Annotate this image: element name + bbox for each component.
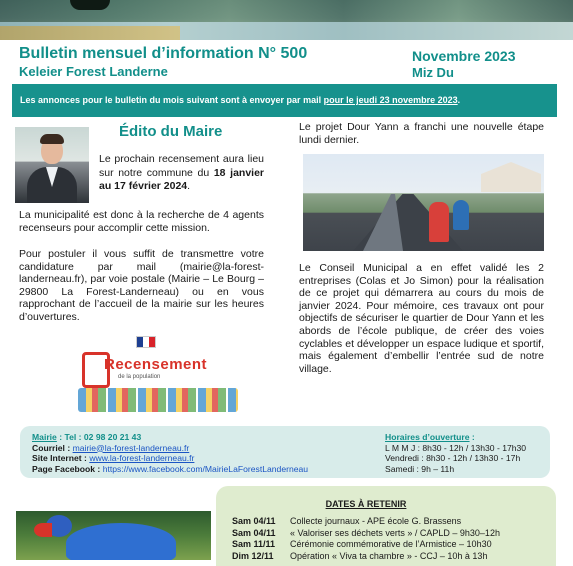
event-date: Sam 11/11 [232, 539, 276, 549]
dates-to-remember [216, 486, 556, 566]
dates-title: DATES À RETENIR [325, 499, 407, 509]
dour-yann-road-photo [303, 154, 544, 251]
site-label: Site Internet : [32, 453, 90, 463]
contact-email-line [32, 443, 308, 454]
edito-intro-text: Le prochain recensement aura lieu sur notre commune du [99, 153, 264, 179]
website-link[interactable]: www.la-forest-landerneau.fr [89, 453, 195, 463]
opening-hours-colon: : [469, 432, 475, 442]
masthead-left [19, 44, 307, 80]
contact-site-line [32, 453, 308, 464]
issue-month-breton: Miz Du [412, 65, 454, 80]
recensement-logo [76, 336, 236, 416]
list-item [232, 528, 500, 540]
banner-text: Les annonces pour le bulletin du mois suivant sont à envoyer par [20, 95, 304, 105]
recensement-logo-subtitle: de la population [118, 374, 161, 380]
list-item [232, 551, 487, 563]
opening-hours-title: Horaires d’ouverture [385, 432, 470, 442]
projet-dour-yann-intro: Le projet Dour Yann a franchi une nouvelle étape lundi dernier. [299, 121, 544, 146]
edito-intro-end: . [187, 180, 191, 192]
contact-facebook-line [32, 464, 308, 475]
hours-saturday: Samedi : 9h – 11h [385, 463, 455, 474]
masthead-right [412, 47, 516, 81]
edito-title: Édito du Maire [119, 123, 223, 140]
village-illustration [78, 388, 238, 412]
event-date: Sam 04/11 [232, 527, 276, 538]
mairie-link[interactable]: Mairie [32, 432, 57, 442]
banner-period: . [457, 95, 461, 105]
recensement-logo-word: Recensement [104, 356, 208, 373]
list-item [232, 539, 492, 551]
event-label: Collecte journaux - APE école G. Brassens [290, 516, 462, 526]
email-link[interactable]: mairie@la-forest-landerneau.fr [72, 442, 190, 453]
edito-how-to-apply: Pour postuler il vous suffit de transmettre votre candidature par mail (mairie@la-forest-landerneau.fr), par voie postale (Mairie – Le Bourg – 29800 La Forest-Landerneau) ou en vous rapprochant de l’accueil de la mairie sur les heures d’ouvertures. [19, 248, 264, 323]
banner-mail-word: mail [303, 95, 322, 105]
event-label: « Valoriser ses déchets verts » / CAPLD – 9h30–12h [290, 527, 500, 538]
facebook-label: Page Facebook : [32, 463, 103, 474]
event-label: Opération « Viva ta chambre » - CCJ – 10h à 13h [290, 550, 488, 561]
issue-month: Novembre 2023 [412, 48, 516, 64]
mayor-photo [15, 127, 89, 203]
hours-weekdays: L M M J : 8h30 - 12h / 13h30 - 17h30 [385, 442, 527, 453]
edito-recruitment: La municipalité est donc à la recherche de 4 agents recenseurs pour accomplir cette mission. [19, 209, 264, 234]
conseil-municipal-paragraph: Le Conseil Municipal a en effet validé les 2 entreprises (Colas et Jo Simon) pour la réalisation de ce projet qui démarrera au cours du mois de janvier 2024. Pour mémoire, ces travaux ont pour objectifs de sécuriser le quartier de Dour Yann et les abords de l’école publique, de créer des voies cyclables et développer un espace ludique et sportif, mais également d’embellir l’entrée sud de notre village. [299, 262, 544, 375]
opening-hours [385, 432, 526, 474]
event-date: Sam 04/11 [232, 516, 276, 526]
contact-phone: : Tel : 02 98 20 21 43 [56, 432, 142, 442]
courriel-label: Courriel : [32, 442, 73, 453]
announcement-banner [12, 84, 557, 117]
french-flag-icon [136, 336, 156, 348]
banner-deadline-link[interactable]: pour le jeudi 23 novembre 2023 [323, 95, 458, 105]
edito-intro [99, 153, 264, 194]
contact-details [32, 432, 308, 474]
bird-sculpture-photo [16, 511, 211, 560]
bulletin-title: Bulletin mensuel d’information N° 500 [19, 45, 308, 62]
contact-phone-line [32, 432, 308, 443]
event-label: Cérémonie commémorative de l’Armistice – 10h30 [290, 539, 492, 549]
bulletin-subtitle: Keleier Forest Landerne [19, 64, 168, 79]
contact-box [20, 426, 550, 478]
list-item [232, 516, 461, 528]
event-date: Dim 12/11 [232, 550, 274, 561]
header-lake-photo [0, 0, 573, 40]
hours-friday: Vendredi : 8h30 - 12h / 13h30 - 17h [385, 453, 521, 463]
edito-census-dates: 18 janvier au 17 février 2024 [99, 166, 265, 192]
opening-hours-heading [385, 432, 526, 443]
facebook-link[interactable]: https://www.facebook.com/MairieLaForestLanderneau [102, 463, 309, 474]
